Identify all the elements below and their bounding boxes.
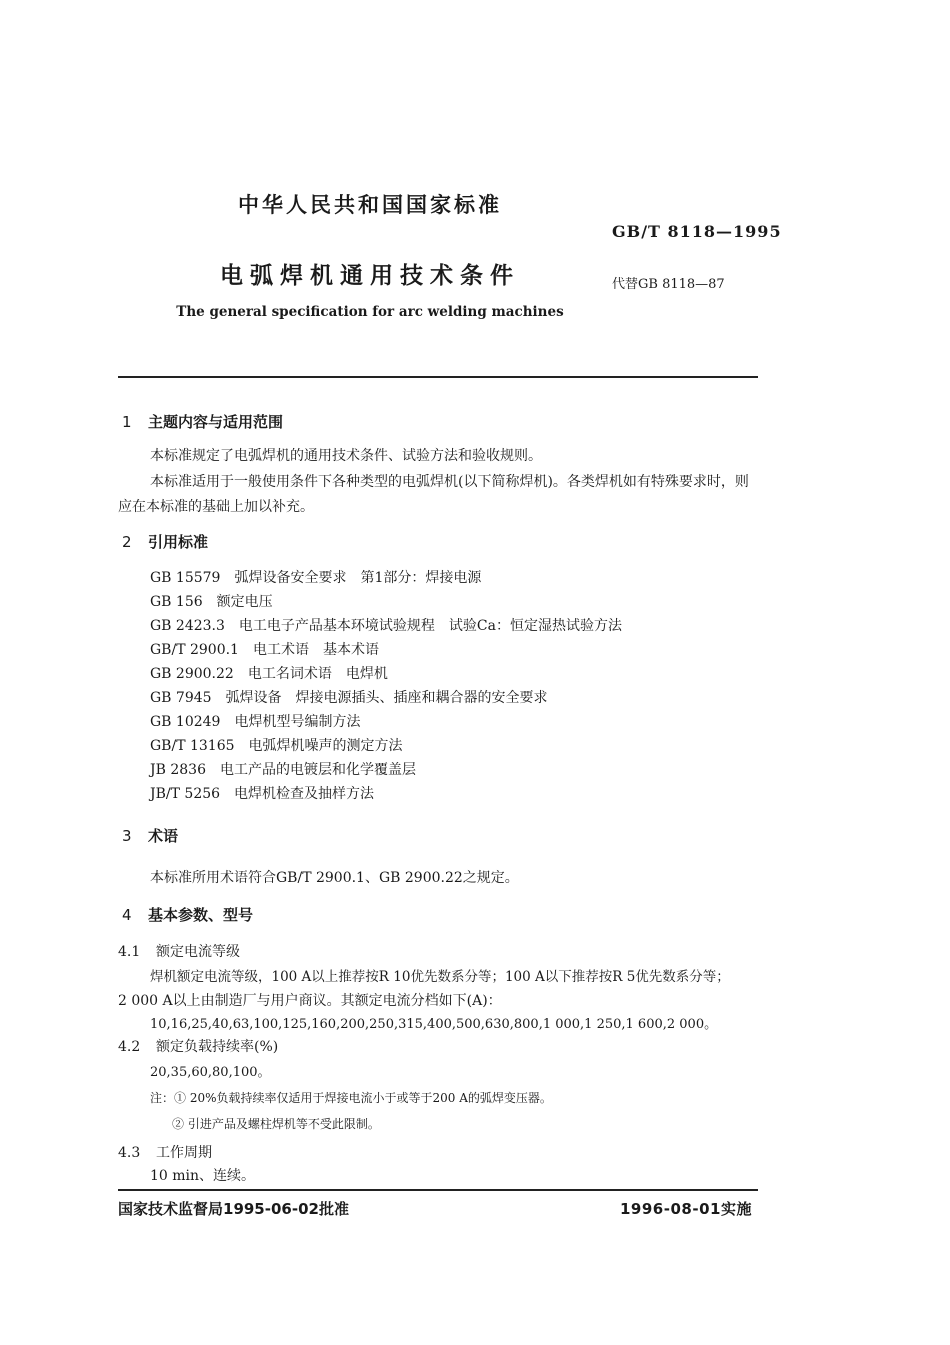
reference-title: 电工名词术语 电焊机 [247, 666, 388, 682]
reference-code: GB/T 2900.1 [150, 642, 239, 658]
section-number: 2 [122, 533, 132, 551]
section-1-paragraph-2-line-2: 应在本标准的基础上加以补充。 [118, 499, 314, 515]
subsection-number: 4.2 [118, 1039, 141, 1055]
reference-code: GB 15579 [150, 570, 221, 586]
reference-title: 电工术语 基本术语 [252, 642, 379, 658]
reference-item [150, 615, 622, 635]
subsection-4-1-line-2: 2 000 A以上由制造厂与用户商议。其额定电流分档如下(A)： [118, 993, 502, 1009]
section-title: 基本参数、型号 [148, 906, 254, 924]
reference-title: 电焊机型号编制方法 [234, 714, 361, 730]
approval-date: 国家技术监督局1995-06-02批准 [118, 1200, 349, 1218]
subsection-4-1-heading [118, 941, 240, 961]
section-1-paragraph-2-line-1: 本标准适用于一般使用条件下各种类型的电弧焊机(以下简称焊机)。各类焊机如有特殊要求时，则 [150, 474, 749, 490]
header-divider [118, 376, 758, 378]
section-3-paragraph: 本标准所用术语符合GB/T 2900.1、GB 2900.22之规定。 [150, 870, 519, 886]
reference-title: 电弧焊机噪声的测定方法 [248, 738, 403, 754]
subsection-4-3-heading [118, 1142, 212, 1162]
replaces-note: 代替GB 8118—87 [612, 277, 725, 292]
reference-code: JB 2836 [150, 762, 206, 778]
reference-item [150, 639, 379, 659]
section-title: 主题内容与适用范围 [148, 413, 284, 431]
reference-title: 额定电压 [216, 594, 273, 610]
work-cycle-value: 10 min、连续。 [150, 1168, 256, 1184]
note-2: ② 引进产品及螺柱焊机等不受此限制。 [172, 1117, 380, 1131]
reference-code: GB 156 [150, 594, 203, 610]
subsection-4-1-line-1: 焊机额定电流等级，100 A以上推荐按R 10优先数系分等；100 A以下推荐按R 5优先数系分等； [150, 969, 730, 985]
reference-code: GB 2423.3 [150, 618, 225, 634]
subsection-4-2-heading [118, 1036, 278, 1056]
rated-current-values: 10,16,25,40,63,100,125,160,200,250,315,400,500,630,800,1 000,1 250,1 600,2 000。 [150, 1017, 718, 1032]
reference-item [150, 687, 548, 707]
reference-title: 电焊机检查及抽样方法 [234, 786, 375, 802]
duty-cycle-values: 20,35,60,80,100。 [150, 1065, 271, 1080]
section-3-heading [122, 825, 178, 846]
reference-item [150, 567, 481, 587]
national-standard-title: 中华人民共和国国家标准 [238, 193, 502, 217]
reference-item [150, 663, 388, 683]
effective-date: 1996-08-01实施 [620, 1200, 752, 1218]
reference-item [150, 711, 360, 731]
subsection-title: 工作周期 [156, 1145, 212, 1161]
reference-title: 电工产品的电镀层和化学覆盖层 [219, 762, 416, 778]
section-4-heading [122, 904, 253, 925]
reference-title: 电工电子产品基本环境试验规程 试验Ca：恒定湿热试验方法 [238, 618, 622, 634]
section-2-heading [122, 531, 208, 552]
section-1-paragraph-1: 本标准规定了电弧焊机的通用技术条件、试验方法和验收规则。 [150, 448, 542, 464]
reference-code: GB 7945 [150, 690, 212, 706]
reference-title: 弧焊设备 焊接电源插头、插座和耦合器的安全要求 [225, 690, 548, 706]
subsection-number: 4.3 [118, 1145, 141, 1161]
reference-code: GB/T 13165 [150, 738, 235, 754]
reference-item [150, 783, 374, 803]
section-title: 术语 [148, 827, 179, 845]
footer-divider [118, 1189, 758, 1191]
section-title: 引用标准 [148, 533, 209, 551]
reference-title: 弧焊设备安全要求 第1部分：焊接电源 [234, 570, 482, 586]
note-1: 注：① 20%负载持续率仅适用于焊接电流小于或等于200 A的弧焊变压器。 [150, 1091, 552, 1105]
section-number: 3 [122, 827, 132, 845]
subsection-title: 额定电流等级 [156, 944, 240, 960]
section-number: 4 [122, 906, 132, 924]
document-title: 电弧焊机通用技术条件 [220, 263, 520, 289]
section-1-heading [122, 411, 283, 432]
subsection-title: 额定负载持续率(%) [156, 1039, 279, 1055]
standard-number: GB/T 8118—1995 [612, 222, 782, 241]
section-number: 1 [122, 413, 132, 431]
reference-item [150, 759, 416, 779]
english-title: The general specification for arc welding machines [176, 304, 564, 320]
reference-code: GB 2900.22 [150, 666, 234, 682]
reference-code: GB 10249 [150, 714, 221, 730]
reference-item [150, 735, 403, 755]
reference-item [150, 591, 273, 611]
reference-code: JB/T 5256 [150, 786, 221, 802]
subsection-number: 4.1 [118, 944, 141, 960]
